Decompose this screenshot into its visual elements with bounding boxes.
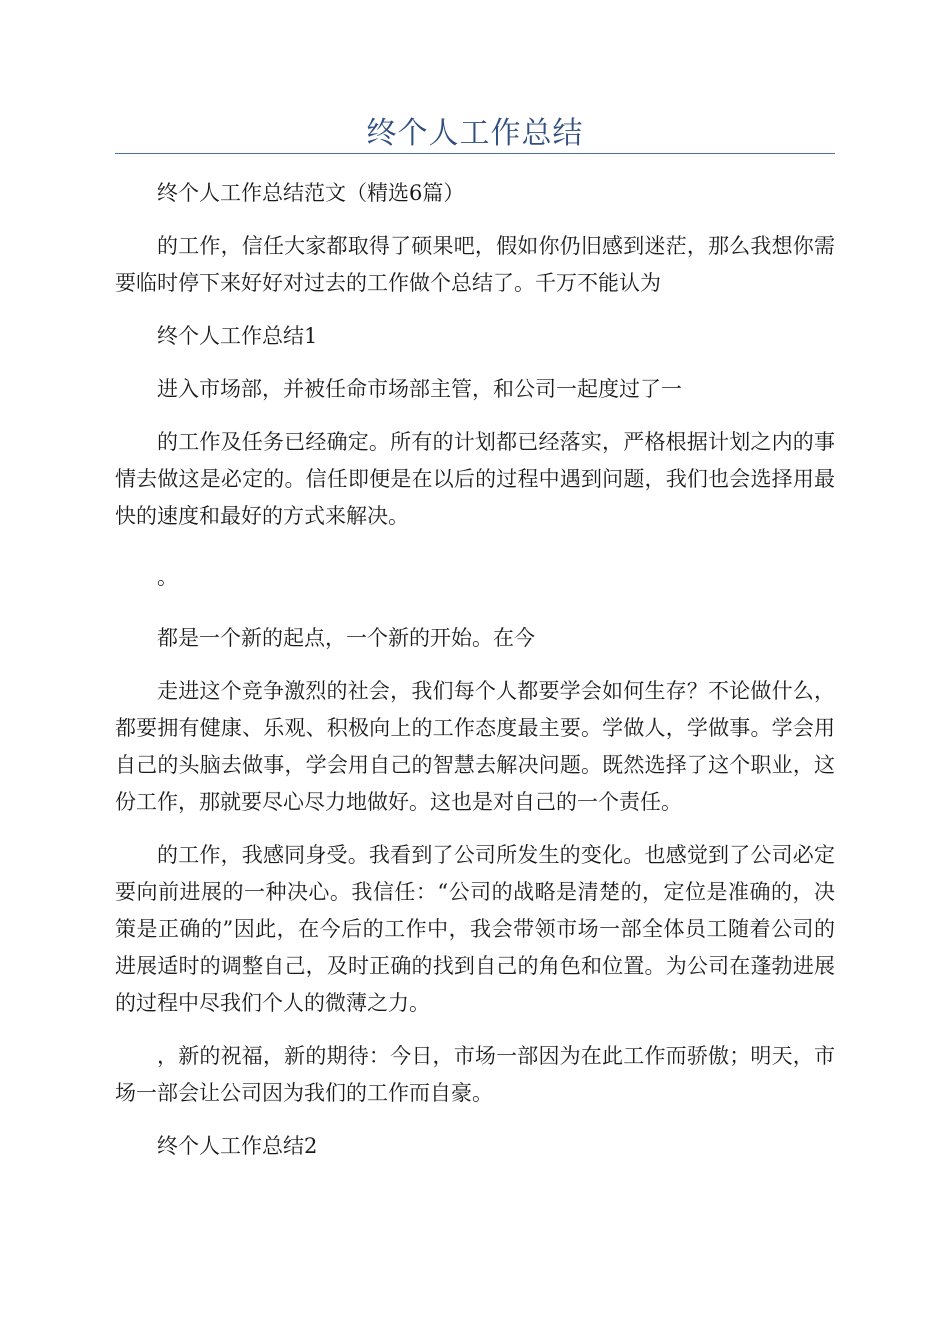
- document-title: 终个人工作总结: [366, 116, 584, 151]
- document-body: [115, 175, 835, 1181]
- title-underline: [115, 153, 835, 154]
- section-heading-2: 终个人工作总结2: [157, 1134, 318, 1158]
- paragraph-subtitle: 终个人工作总结范文（精选6篇）: [157, 181, 465, 205]
- paragraph: 。: [157, 565, 178, 589]
- paragraph: 的工作及任务已经确定。所有的计划都已经落实，严格根据计划之内的事情去做这是必定的。信任即便是在以后的过程中遇到问题，我们也会选择用最快的速度和最好的方式来解决。: [115, 430, 835, 528]
- paragraph-intro: 的工作，信任大家都取得了硕果吧，假如你仍旧感到迷茫，那么我想你需要临时停下来好好对过去的工作做个总结了。千万不能认为: [115, 234, 835, 295]
- paragraph: ，新的祝福，新的期待：今日，市场一部因为在此工作而骄傲；明天，市场一部会让公司因为我们的工作而自豪。: [115, 1044, 835, 1105]
- section-heading-1: 终个人工作总结1: [157, 324, 318, 348]
- paragraph: 进入市场部，并被任命市场部主管，和公司一起度过了一: [157, 377, 682, 401]
- paragraph: 都是一个新的起点，一个新的开始。在今: [157, 626, 535, 650]
- paragraph: 的工作，我感同身受。我看到了公司所发生的变化。也感觉到了公司必定要向前进展的一种决心。我信任：“公司的战略是清楚的，定位是准确的，决策是正确的”因此，在今后的工作中，我会带领市场一部全体员工随着公司的进展适时的调整自己，及时正确的找到自己的角色和位置。为公司在蓬勃进展的过程中尽我们个人的微薄之力。: [115, 843, 835, 1015]
- paragraph: 走进这个竞争激烈的社会，我们每个人都要学会如何生存？不论做什么，都要拥有健康、乐观、积极向上的工作态度最主要。学做人，学做事。学会用自己的头脑去做事，学会用自己的智慧去解决问题。既然选择了这个职业，这份工作，那就要尽心尽力地做好。这也是对自己的一个责任。: [115, 679, 835, 814]
